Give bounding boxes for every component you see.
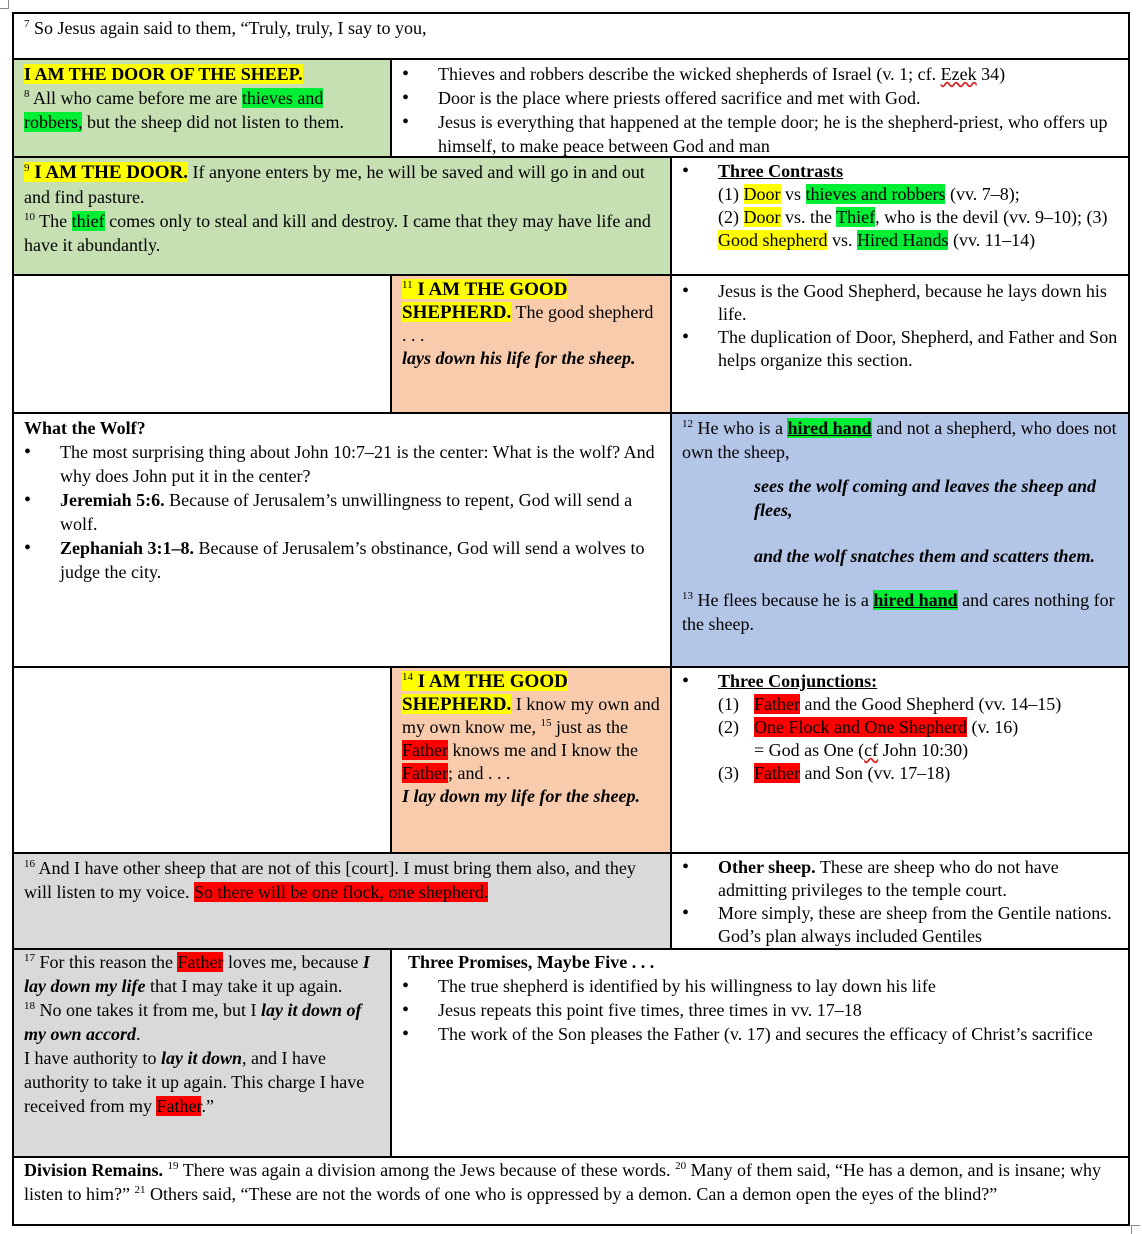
highlight-thief: Thief bbox=[836, 207, 876, 227]
conj-text: and the Good Shepherd (vv. 14–15) bbox=[799, 694, 1062, 714]
page-corner-mark bbox=[0, 0, 9, 9]
verse-text: I have authority to bbox=[24, 1048, 161, 1068]
three-contrasts-title: Three Contrasts bbox=[718, 161, 844, 181]
highlight-hired-hand: hired hand bbox=[787, 418, 872, 438]
good-shepherd-notes-cell bbox=[670, 274, 1130, 414]
verse-text: Others said, “These are not the words of one who is oppressed by a demon. Can a demon open the eyes of the blind?” bbox=[145, 1184, 998, 1204]
highlight-thief: thief bbox=[71, 211, 105, 231]
highlight-hired-hands: Hired Hands bbox=[857, 230, 949, 250]
verse-text: So Jesus again said to them, “Truly, truly, I say to you, bbox=[29, 18, 427, 38]
verse-text: just as the bbox=[551, 717, 628, 737]
verse-text: but the sheep did not listen to them. bbox=[82, 112, 344, 132]
verse-number: 18 bbox=[24, 1000, 35, 1012]
other-sheep-notes-cell bbox=[670, 852, 1130, 950]
highlight-hired-hand: hired hand bbox=[873, 590, 958, 610]
list-item bbox=[682, 856, 1118, 902]
verse-emphasis: I lay down my life bbox=[24, 952, 370, 996]
wolf-coming-text: sees the wolf coming and leaves the sheep and flees, bbox=[754, 476, 1096, 520]
list-item: • Three Conjunctions: (1) Father and the Good Shepherd (vv. 14–15) (2) One Flock and One Shepherd (v. 16) = God as One (cf John 10:30) (3) Father and Son (vv. 17–18) bbox=[682, 670, 1118, 785]
list-item: • Jesus repeats this point five times, three times in vv. 17–18 bbox=[402, 998, 1118, 1022]
verse-text: He flees because he is a bbox=[693, 590, 874, 610]
note-text: Because of Jerusalem’s unwillingness to repent, God will send a wolf. bbox=[60, 490, 633, 534]
list-item: • The work of the Son pleases the Father (v. 17) and secures the efficacy of Christ’s sacrifice bbox=[402, 1022, 1118, 1046]
verse-text: that I may take it up again. bbox=[145, 976, 343, 996]
note-text: These are sheep who do not have admitting privileges to the temple court. bbox=[718, 857, 1059, 900]
door-notes-list bbox=[402, 62, 1118, 158]
verse-text: and not a shepherd, who does not own the sheep, bbox=[682, 418, 1117, 462]
i-am-the-door-cell bbox=[12, 156, 672, 276]
contrast-text: vs. bbox=[827, 230, 857, 250]
heading-door-of-sheep: I AM THE DOOR OF THE SHEEP. bbox=[24, 64, 303, 84]
three-conjunctions-cell bbox=[670, 666, 1130, 854]
contrast-text: , who is the devil (vv. 9–10); (3) bbox=[875, 207, 1108, 227]
verse-number: 12 bbox=[682, 418, 693, 430]
highlight-father: Father bbox=[402, 740, 448, 760]
heading-good-shepherd: I AM THE GOOD SHEPHERD. bbox=[402, 671, 568, 715]
conj-num: (1) bbox=[718, 694, 739, 714]
verse-text: The good shepherd . . . bbox=[402, 302, 654, 345]
list-item bbox=[24, 536, 660, 584]
verse-text: ; and . . . bbox=[447, 763, 511, 783]
highlight-father: Father bbox=[156, 1096, 202, 1116]
cf-text: cf bbox=[864, 740, 879, 760]
list-item: • The most surprising thing about John 10:7–21 is the center: What is the wolf? And why does John put it in the center? bbox=[24, 440, 660, 488]
contrast-text: (vv. 11–14) bbox=[948, 230, 1036, 250]
verse-number: 20 bbox=[675, 1160, 687, 1172]
verse-text: For this reason the bbox=[35, 952, 178, 972]
list-item: • Jesus is the Good Shepherd, because he lays down his life. bbox=[682, 280, 1118, 326]
verse-7-cell bbox=[12, 12, 1130, 60]
page-corner-mark bbox=[1131, 1225, 1140, 1234]
contrast-text: vs bbox=[780, 184, 806, 204]
wolf-title: What the Wolf? bbox=[24, 418, 146, 438]
list-item: • The duplication of Door, Shepherd, and Father and Son helps organize this section. bbox=[682, 326, 1118, 372]
door-of-sheep-cell bbox=[12, 58, 392, 158]
other-sheep-verse-cell bbox=[12, 852, 672, 950]
verse-text: There was again a division among the Jews because of these words. bbox=[178, 1160, 676, 1180]
list-item bbox=[402, 62, 1118, 86]
verse-number: 7 bbox=[24, 18, 30, 30]
highlight-father: Father bbox=[754, 763, 800, 783]
three-promises-cell bbox=[390, 948, 1130, 1158]
empty-cell bbox=[12, 274, 392, 414]
hired-hand-cell bbox=[670, 412, 1130, 668]
verse-number: 9 bbox=[24, 162, 30, 174]
zephaniah-ref: Zephaniah 3:1–8. bbox=[60, 538, 195, 558]
verse-text: . bbox=[136, 1024, 141, 1044]
verse-text: I know my own and my own know me, bbox=[402, 694, 660, 737]
highlight-door: Door bbox=[743, 207, 781, 227]
heading-good-shepherd: I AM THE GOOD SHEPHERD. bbox=[402, 279, 568, 323]
contrast-text: (vv. 7–8); bbox=[945, 184, 1020, 204]
list-item: • More simply, these are sheep from the Gentile nations. God’s plan always included Gentiles bbox=[682, 902, 1118, 948]
verses-17-18-cell bbox=[12, 948, 392, 1158]
verse-number: 16 bbox=[24, 858, 35, 870]
jeremiah-ref: Jeremiah 5:6. bbox=[60, 490, 165, 510]
note-text: Because of Jerusalem’s obstinance, God will send a wolves to judge the city. bbox=[60, 538, 645, 582]
highlight-one-flock: One Flock and One Shepherd bbox=[754, 717, 967, 737]
empty-cell bbox=[12, 666, 392, 854]
verse-text: No one takes it from me, but I bbox=[35, 1000, 261, 1020]
other-sheep-label: Other sheep. bbox=[718, 857, 816, 877]
contrast-num: (2) bbox=[718, 207, 744, 227]
verse-text: .” bbox=[201, 1096, 214, 1116]
note-text: Thieves and robbers describe the wicked shepherds of Israel (v. 1; cf. bbox=[438, 64, 941, 84]
three-conjunctions-title: Three Conjunctions: bbox=[718, 671, 878, 691]
heading-i-am-the-door: I AM THE DOOR. bbox=[29, 162, 189, 183]
highlight-father: Father bbox=[754, 694, 800, 714]
verse-emphasis: lay it down of my own accord bbox=[24, 1000, 362, 1044]
conj-num: (2) bbox=[718, 717, 739, 737]
verse-number: 8 bbox=[24, 88, 30, 100]
highlight-thieves-robbers: thieves and robbers bbox=[805, 184, 946, 204]
verse-number: 13 bbox=[682, 590, 693, 602]
lay-down-life-text: I lay down my life for the sheep. bbox=[402, 786, 640, 806]
list-item bbox=[682, 160, 1118, 252]
verse-number: 14 bbox=[402, 671, 413, 683]
verse-text: , and I have authority to take it up again. This charge I have received from my bbox=[24, 1048, 365, 1116]
door-notes-cell bbox=[390, 58, 1130, 158]
lays-down-life-text: lays down his life for the sheep. bbox=[402, 348, 636, 368]
highlight-good-shepherd: Good shepherd bbox=[718, 230, 828, 250]
verse-text: And I have other sheep that are not of this [court]. I must bring them also, and they will listen to my voice. bbox=[24, 858, 636, 902]
list-item: • The true shepherd is identified by his willingness to lay down his life bbox=[402, 974, 1118, 998]
verse-number: 19 bbox=[167, 1160, 179, 1172]
highlight-one-flock: So there will be one flock, one shepherd. bbox=[193, 882, 489, 902]
contrast-text: vs. the bbox=[780, 207, 837, 227]
verse-text: Many of them said, “He has a demon, and is insane; why listen to him?” bbox=[24, 1160, 1101, 1204]
highlight-father: Father bbox=[177, 952, 224, 972]
verse-number: 10 bbox=[24, 211, 35, 223]
division-remains-cell bbox=[12, 1156, 1130, 1226]
verse-text: If anyone enters by me, he will be saved and will go in and out and find pasture. bbox=[24, 162, 645, 207]
verse-emphasis: lay it down bbox=[160, 1048, 242, 1068]
verse-text: loves me, because bbox=[223, 952, 363, 972]
ezek-ref: Ezek bbox=[940, 64, 977, 84]
highlight-father: Father bbox=[402, 763, 448, 783]
wolf-snatches-text: and the wolf snatches them and scatters them. bbox=[754, 546, 1096, 566]
three-promises-title: Three Promises, Maybe Five . . . bbox=[408, 952, 655, 972]
verse-text: comes only to steal and kill and destroy. I came that they may have life and have it abundantly. bbox=[24, 211, 651, 255]
verse-number: 17 bbox=[24, 952, 35, 964]
verse-text: knows me and I know the bbox=[447, 740, 638, 760]
conj-text: = God as One ( bbox=[754, 740, 865, 760]
verse-text: He who is a bbox=[693, 418, 788, 438]
verse-text: The bbox=[35, 211, 72, 231]
verse-number: 21 bbox=[134, 1184, 146, 1196]
list-item bbox=[24, 488, 660, 536]
division-remains-label: Division Remains. bbox=[24, 1160, 164, 1180]
conj-text: (v. 16) bbox=[966, 717, 1019, 737]
list-item: • Jesus is everything that happened at the temple door; he is the shepherd-priest, who offers up himself, to make peace between God and man bbox=[402, 110, 1118, 158]
verse-number: 15 bbox=[540, 717, 552, 729]
what-the-wolf-cell bbox=[12, 412, 672, 668]
note-text: 34) bbox=[976, 64, 1006, 84]
verse-number: 11 bbox=[402, 279, 413, 291]
highlight-door: Door bbox=[743, 184, 781, 204]
verse-text: and cares nothing for the sheep. bbox=[682, 590, 1115, 634]
good-shepherd-14-cell bbox=[390, 666, 672, 854]
verse-text: All who came before me are bbox=[29, 88, 242, 108]
conj-num: (3) bbox=[718, 763, 739, 783]
contrast-num: (1) bbox=[718, 184, 744, 204]
highlight-thieves: thieves and robbers, bbox=[24, 88, 324, 132]
list-item: • Door is the place where priests offered sacrifice and met with God. bbox=[402, 86, 1118, 110]
conj-text: and Son (vv. 17–18) bbox=[799, 763, 951, 783]
good-shepherd-11-cell bbox=[390, 274, 672, 414]
three-contrasts-cell bbox=[670, 156, 1130, 276]
